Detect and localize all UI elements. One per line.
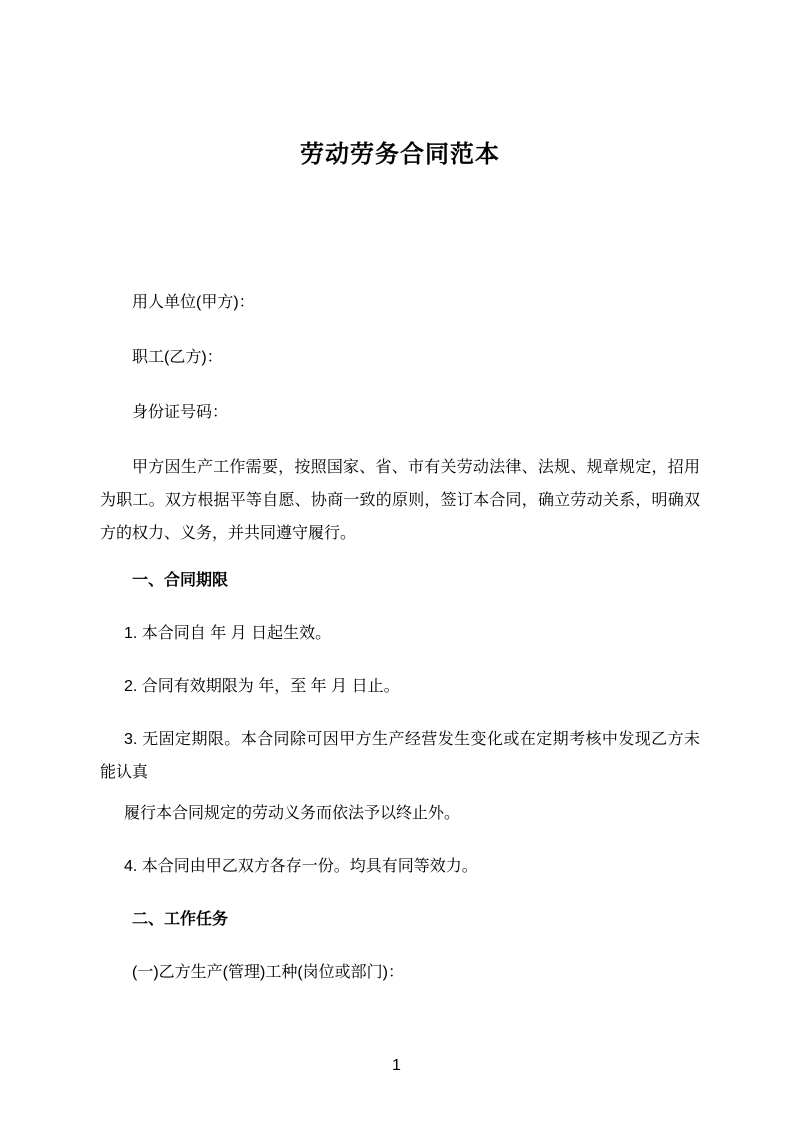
field-id-number: 身份证号码： (132, 404, 229, 421)
section-1-term-3: 3. 无固定期限。本合同除可因甲方生产经营发生变化或在定期考核中发现乙方未能认真 (100, 731, 700, 781)
section-1-term-1: 1. 本合同自 年 月 日起生效。 (124, 625, 332, 642)
field-party-b: 职工(乙方)： (132, 349, 223, 366)
field-party-a: 用人单位(甲方)： (132, 294, 255, 311)
section-1-term-4: 4. 本合同由甲乙双方各存一份。均具有同等效力。 (124, 858, 478, 875)
section-2-task-1: (一)乙方生产(管理)工种(岗位或部门)： (132, 964, 404, 981)
section-1-term-2: 2. 合同有效期限为 年，至 年 月 日止。 (124, 678, 400, 695)
intro-paragraph: 甲方因生产工作需要，按照国家、省、市有关劳动法律、法规、规章规定，招用为职工。双方根据平等自愿、协商一致的原则，签订本合同，确立劳动关系，明确双方的权力、义务，并共同遵守履行。 (100, 459, 700, 542)
section-1-term-3-continuation: 履行本合同规定的劳动义务而依法予以终止外。 (124, 805, 461, 822)
section-1-heading: 一、合同期限 (132, 572, 229, 589)
page-number: 1 (392, 1057, 401, 1074)
document-title: 劳动劳务合同范本 (300, 141, 500, 168)
section-2-heading: 二、工作任务 (132, 911, 229, 928)
